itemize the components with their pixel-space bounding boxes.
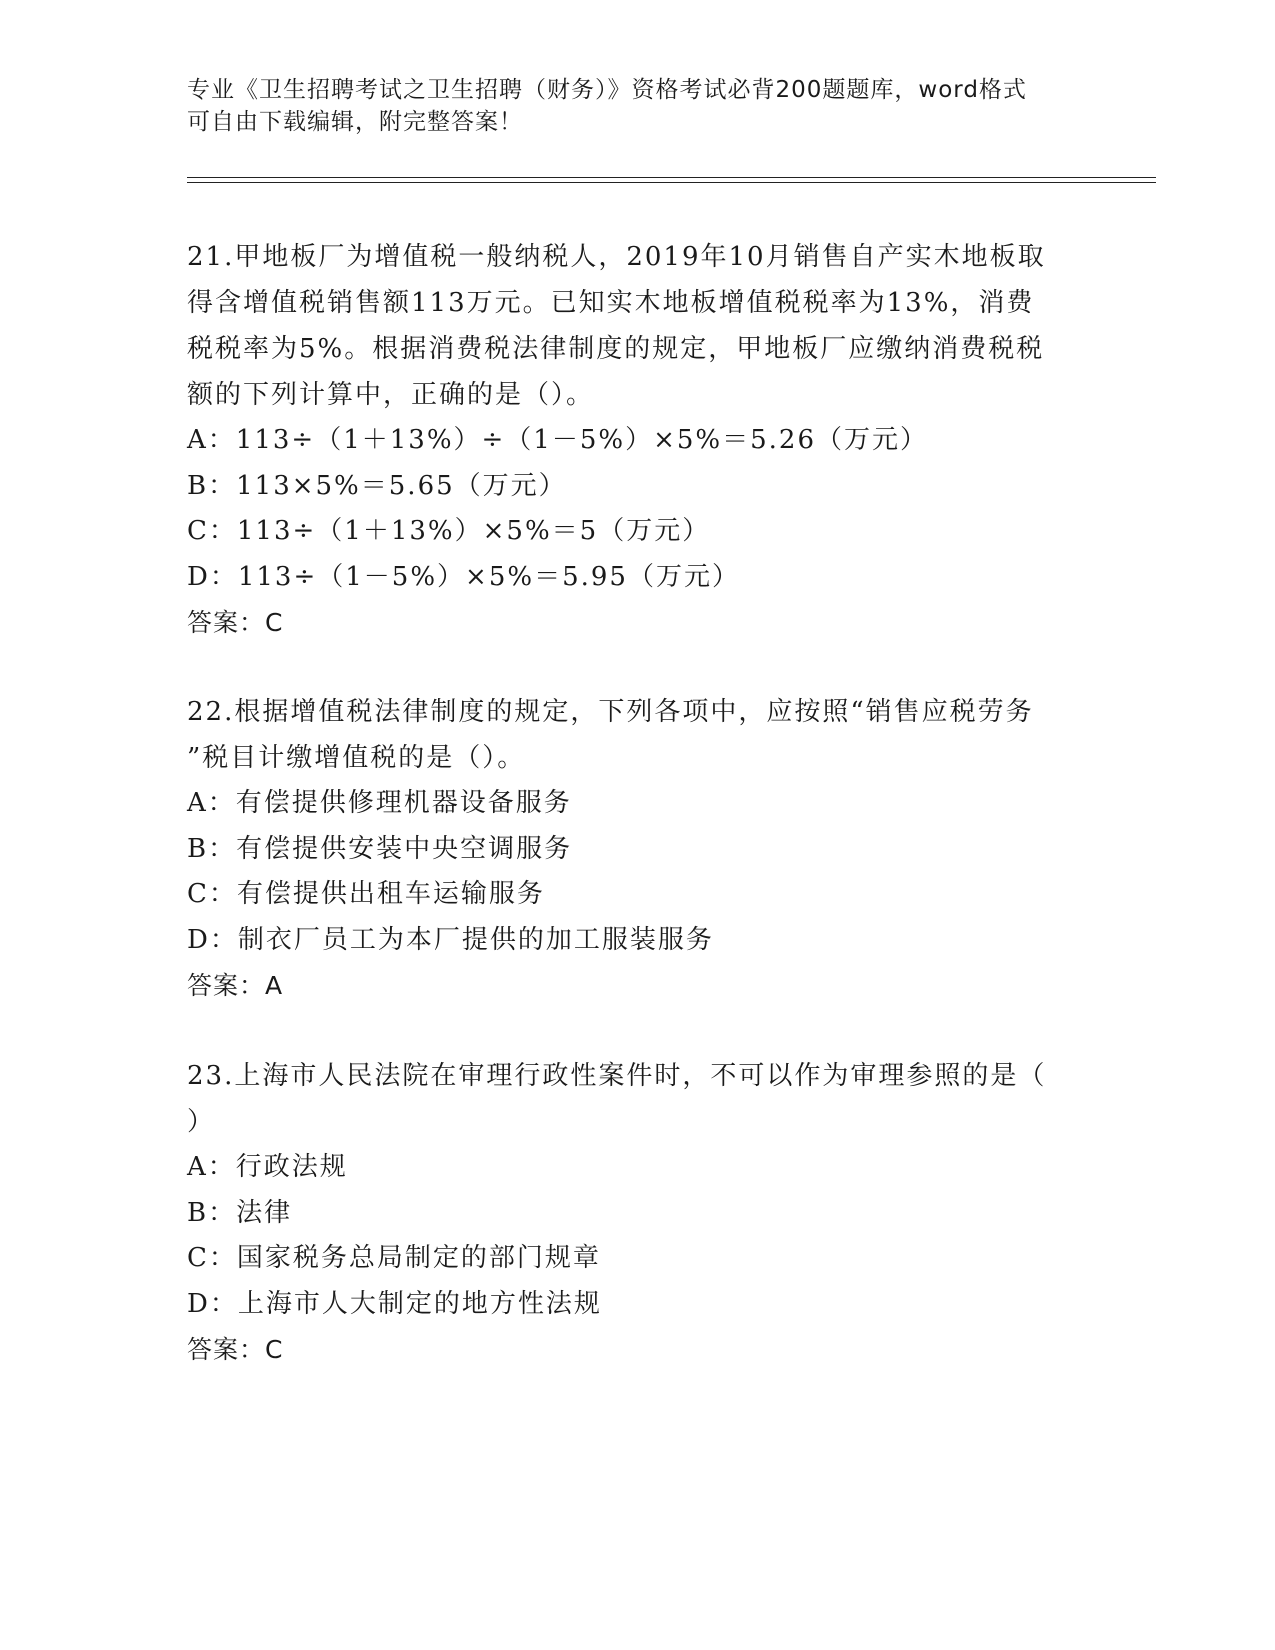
question-stem-line: 21.甲地板厂为增值税一般纳税人，2019年10月销售自产实木地板取 xyxy=(187,242,1046,272)
question-stem-line: 得含增值税销售额113万元。已知实木地板增值税税率为13%，消费 xyxy=(187,288,1035,318)
option-b: B：有偿提供安装中央空调服务 xyxy=(187,833,573,864)
header-divider-bottom xyxy=(187,182,1156,183)
answer-line: 答案：C xyxy=(187,608,284,637)
option-a: A：有偿提供修理机器设备服务 xyxy=(187,788,572,818)
document-header xyxy=(187,74,1067,138)
question-23 xyxy=(187,1053,1087,1373)
answer-line: 答案：C xyxy=(187,1335,284,1364)
header-line-2: 可自由下载编辑，附完整答案！ xyxy=(187,109,523,135)
question-stem-line: ”税目计缴增值税的是（）。 xyxy=(187,743,526,773)
option-c: C：有偿提供出租车运输服务 xyxy=(187,879,545,909)
question-21 xyxy=(187,234,1087,646)
option-c: C：国家税务总局制定的部门规章 xyxy=(187,1243,601,1273)
question-stem-line: 23.上海市人民法院在审理行政性案件时，不可以作为审理参照的是（ xyxy=(187,1061,1047,1091)
question-stem-line: 22.根据增值税法律制度的规定，下列各项中，应按照“销售应税劳务 xyxy=(187,697,1034,727)
answer-line: 答案：A xyxy=(187,971,284,1000)
option-a: A：行政法规 xyxy=(187,1152,348,1182)
option-d: D：上海市人大制定的地方性法规 xyxy=(187,1288,602,1319)
option-a: A：113÷（1＋13%）÷（1－5%）×5%＝5.26（万元） xyxy=(187,425,929,455)
option-d: D：113÷（1－5%）×5%＝5.95（万元） xyxy=(187,561,740,592)
option-d: D：制衣厂员工为本厂提供的加工服装服务 xyxy=(187,924,714,955)
option-b: B：法律 xyxy=(187,1197,293,1228)
header-line-1: 专业《卫生招聘考试之卫生招聘（财务）》资格考试必背200题题库，word格式 xyxy=(187,77,1027,103)
question-stem-line: 额的下列计算中，正确的是（）。 xyxy=(187,380,595,410)
header-divider-top xyxy=(187,177,1156,178)
question-22 xyxy=(187,689,1087,1009)
question-stem-line: 税税率为5%。根据消费税法律制度的规定，甲地板厂应缴纳消费税税 xyxy=(187,334,1045,364)
question-stem-line: ） xyxy=(187,1107,216,1137)
option-b: B：113×5%＝5.65（万元） xyxy=(187,470,567,501)
option-c: C：113÷（1＋13%）×5%＝5（万元） xyxy=(187,516,711,546)
